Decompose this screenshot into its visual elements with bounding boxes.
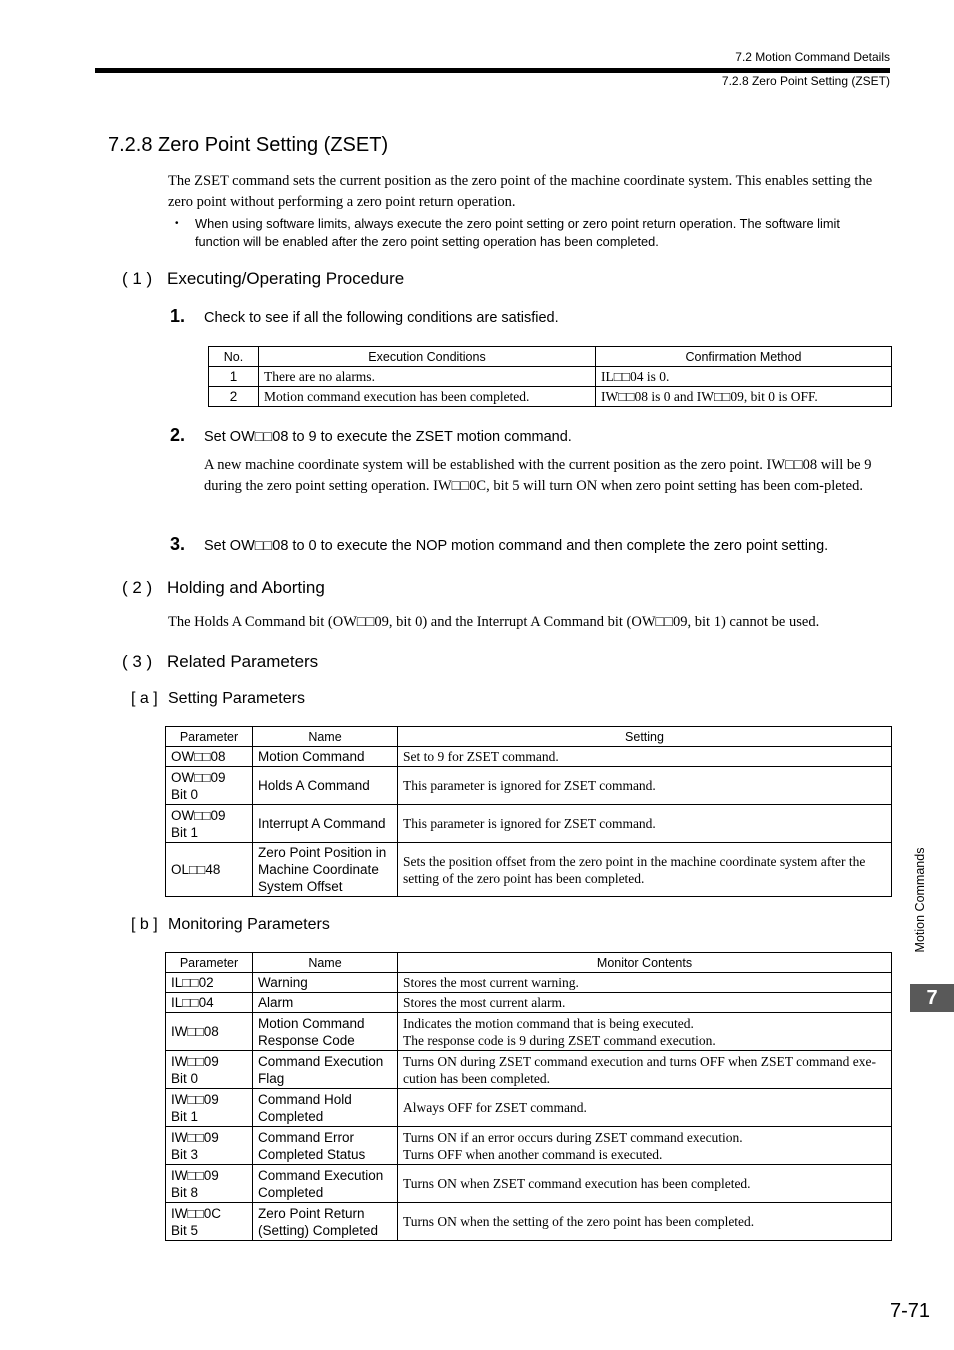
column-header: Parameter (166, 953, 253, 973)
column-header: Setting (398, 727, 892, 747)
table-cell: Command Hold Completed (253, 1089, 398, 1127)
table-cell: IL□□02 (166, 973, 253, 993)
step-3-number: 3. (170, 534, 186, 554)
table-cell: Always OFF for ZSET command. (398, 1089, 892, 1127)
step-2-number: 2. (170, 425, 186, 445)
table-cell: Motion Command (253, 747, 398, 767)
subsection-2-heading (122, 578, 325, 598)
monitoring-parameters-heading (131, 916, 330, 934)
table-cell: Motion command execution has been completed. (259, 387, 596, 407)
table-cell: Command Execution Completed (253, 1165, 398, 1203)
table-cell: IW□□08 is 0 and IW□□09, bit 0 is OFF. (596, 387, 892, 407)
table-cell: IW□□08 (166, 1013, 253, 1051)
table-row (166, 1127, 892, 1165)
table-row (166, 1051, 892, 1089)
column-header: No. (209, 347, 259, 367)
table-cell: OW□□08 (166, 747, 253, 767)
table-cell: Stores the most current alarm. (398, 993, 892, 1013)
table-cell: Alarm (253, 993, 398, 1013)
bullet-icon: • (175, 218, 179, 229)
table-cell: Stores the most current warning. (398, 973, 892, 993)
table-cell: OW□□09 Bit 0 (166, 767, 253, 805)
table-cell: IW□□09 Bit 0 (166, 1051, 253, 1089)
intro-paragraph: The ZSET command sets the current position as the zero point of the machine coordinate system. This enables setting the zero point without performing a zero point return operation. (168, 173, 873, 210)
table-header-row (209, 347, 892, 367)
table-row (166, 1203, 892, 1241)
table-cell: Command Execution Flag (253, 1051, 398, 1089)
step-2-detail: A new machine coordinate system will be established with the current position as the zero point. IW□□08 will be 9 during the zero point setting operation. IW□□0C, bit 5 will turn ON when zero point setting has been com-pleted. (204, 457, 872, 494)
table-header-row (166, 953, 892, 973)
table-row (166, 1089, 892, 1127)
setting-parameters-number: [ a ] (131, 690, 158, 707)
table-cell: Zero Point Position in Machine Coordinate System Offset (253, 843, 398, 897)
step-3-text: Set OW□□08 to 0 to execute the NOP motion command and then complete the zero point setting. (204, 538, 829, 554)
table-cell: Turns ON if an error occurs during ZSET command execution. Turns OFF when another command is executed. (398, 1127, 892, 1165)
column-header: Execution Conditions (259, 347, 596, 367)
table-cell: Motion Command Response Code (253, 1013, 398, 1051)
table-row (209, 367, 892, 387)
table-cell: OW□□09 Bit 1 (166, 805, 253, 843)
column-header: Parameter (166, 727, 253, 747)
table-row (166, 843, 892, 897)
subsection-1-heading (122, 269, 404, 289)
table-cell: Holds A Command (253, 767, 398, 805)
table-cell: Command Error Completed Status (253, 1127, 398, 1165)
table-cell: 2 (209, 387, 259, 407)
setting-parameters-heading (131, 690, 305, 708)
table-cell: IW□□0C Bit 5 (166, 1203, 253, 1241)
subsection-2-title: Holding and Aborting (167, 578, 325, 597)
column-header: Confirmation Method (596, 347, 892, 367)
table-row (166, 767, 892, 805)
table-row (166, 805, 892, 843)
table-cell: Zero Point Return (Setting) Completed (253, 1203, 398, 1241)
step-1-number: 1. (170, 306, 186, 326)
table-row (166, 973, 892, 993)
step-2-text: Set OW□□08 to 9 to execute the ZSET motion command. (204, 429, 572, 445)
table-cell: IW□□09 Bit 3 (166, 1127, 253, 1165)
subsection-2-number: ( 2 ) (122, 578, 153, 597)
table-cell: Indicates the motion command that is being executed. The response code is 9 during ZSET command execution. (398, 1013, 892, 1051)
table-cell: IL□□04 is 0. (596, 367, 892, 387)
running-header-chapter: 7.2 Motion Command Details (735, 50, 890, 64)
column-header: Name (253, 727, 398, 747)
setting-parameters-table (165, 726, 892, 897)
running-header-section: 7.2.8 Zero Point Setting (ZSET) (721, 74, 890, 88)
table-cell: Turns ON during ZSET command execution and turns OFF when ZSET command exe-cution has been completed. (398, 1051, 892, 1089)
subsection-3-title: Related Parameters (167, 652, 319, 671)
table-cell: This parameter is ignored for ZSET command. (398, 805, 892, 843)
column-header: Monitor Contents (398, 953, 892, 973)
subsection-1-number: ( 1 ) (122, 269, 153, 288)
table-cell: Warning (253, 973, 398, 993)
table-cell: OL□□48 (166, 843, 253, 897)
table-cell: IW□□09 Bit 8 (166, 1165, 253, 1203)
header-rule (95, 68, 890, 73)
table-row (166, 747, 892, 767)
table-header-row (166, 727, 892, 747)
table-cell: Set to 9 for ZSET command. (398, 747, 892, 767)
table-cell: Interrupt A Command (253, 805, 398, 843)
chapter-side-label-text: Motion Commands (913, 847, 927, 953)
table-row (166, 993, 892, 1013)
column-header: Name (253, 953, 398, 973)
table-row (166, 1165, 892, 1203)
setting-parameters-title: Setting Parameters (168, 690, 305, 707)
table-row (166, 1013, 892, 1051)
monitoring-parameters-table (165, 952, 892, 1241)
subsection-1-title: Executing/Operating Procedure (167, 269, 405, 288)
table-cell: Turns ON when the setting of the zero point has been completed. (398, 1203, 892, 1241)
table-cell: Turns ON when ZSET command execution has been completed. (398, 1165, 892, 1203)
section-title: 7.2.8 Zero Point Setting (ZSET) (108, 134, 389, 156)
table-cell: There are no alarms. (259, 367, 596, 387)
monitoring-parameters-number: [ b ] (131, 916, 158, 933)
step-1-text: Check to see if all the following conditions are satisfied. (204, 310, 559, 326)
subsection-3-number: ( 3 ) (122, 652, 153, 671)
chapter-tab: 7 (910, 984, 954, 1012)
monitoring-parameters-title: Monitoring Parameters (168, 916, 330, 933)
table-cell: 1 (209, 367, 259, 387)
table-row (209, 387, 892, 407)
table-cell: IW□□09 Bit 1 (166, 1089, 253, 1127)
table-cell: Sets the position offset from the zero point in the machine coordinate system after the setting of the zero point has been completed. (398, 843, 892, 897)
subsection-3-heading (122, 652, 318, 672)
holding-aborting-text: The Holds A Command bit (OW□□09, bit 0) and the Interrupt A Command bit (OW□□09, bit 1) cannot be used. (168, 614, 820, 630)
conditions-table (208, 346, 892, 407)
chapter-side-label (910, 840, 930, 960)
table-cell: This parameter is ignored for ZSET command. (398, 767, 892, 805)
page-number: 7-71 (889, 1300, 930, 1322)
table-cell: IL□□04 (166, 993, 253, 1013)
note-text: When using software limits, always execute the zero point setting or zero point return operation. The software limit function will be enabled after the zero point setting operation has been completed. (195, 216, 840, 249)
